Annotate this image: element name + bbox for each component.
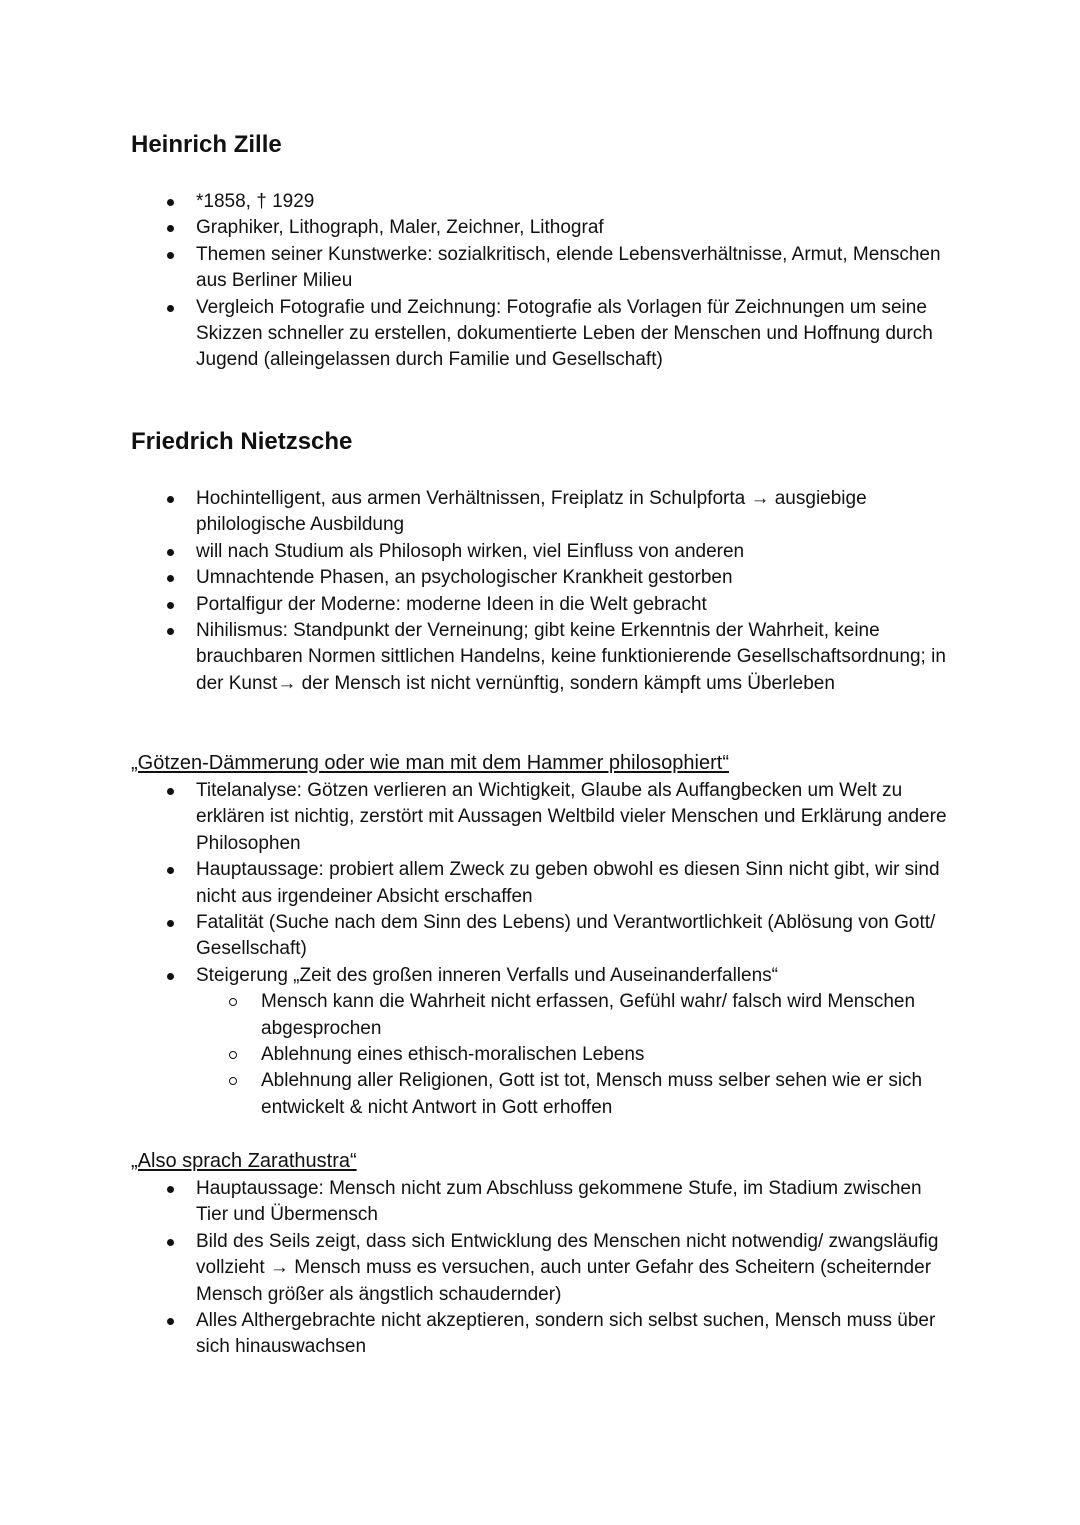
- bullet-icon: [167, 225, 174, 232]
- list-item: Steigerung „Zeit des großen inneren Verfalls und Auseinanderfallens“ Mensch kann die Wahrheit nicht erfassen, Gefühl wahr/ falsch wird Menschen abgesprochen Ablehnung eines ethisch-moralischen Lebens Ablehnung aller Religionen, Gott ist tot, Mensch muss selber sehen wie er sich entwickelt & nicht Antwort in Gott erhoffen: [0, 963, 956, 1121]
- zarathustra-list: [0, 1176, 956, 1361]
- list-item: *1858, † 1929: [0, 189, 956, 215]
- list-item: Portalfigur der Moderne: moderne Ideen in die Welt gebracht: [0, 592, 956, 618]
- list-item: Nihilismus: Standpunkt der Verneinung; gibt keine Erkenntnis der Wahrheit, keine brauchbaren Normen sittlichen Handelns, keine funktionierende Gesellschaftsordnung; in der Kunst→ der Mensch ist nicht vernünftig, sondern kämpft ums Überleben: [0, 618, 956, 697]
- bullet-icon: [167, 575, 174, 582]
- list-item: Hauptaussage: probiert allem Zweck zu geben obwohl es diesen Sinn nicht gibt, wir sind nicht aus irgendeiner Absicht erschaffen: [0, 857, 956, 910]
- bullet-icon: [167, 1186, 174, 1193]
- sub-list-item: Ablehnung eines ethisch-moralischen Lebens: [196, 1042, 951, 1068]
- subheading-goetzen: „Götzen-Dämmerung oder wie man mit dem Hammer philosophiert“: [131, 752, 729, 774]
- list-item: Graphiker, Lithograph, Maler, Zeichner, Lithograf: [0, 215, 956, 241]
- list-item: Hochintelligent, aus armen Verhältnissen, Freiplatz in Schulpforta → ausgiebige philologische Ausbildung: [0, 486, 956, 539]
- bullet-icon: [167, 305, 174, 312]
- bullet-icon: [167, 252, 174, 259]
- list-item: Themen seiner Kunstwerke: sozialkritisch, elende Lebensverhältnisse, Armut, Menschen aus Berliner Milieu: [0, 242, 956, 295]
- subheading-zarathustra: „Also sprach Zarathustra“: [131, 1150, 357, 1172]
- goetzen-list: [0, 778, 956, 1121]
- bullet-icon: [167, 920, 174, 927]
- nietzsche-list: [0, 486, 956, 697]
- sub-list-item: Mensch kann die Wahrheit nicht erfassen, Gefühl wahr/ falsch wird Menschen abgesprochen: [196, 989, 951, 1042]
- bullet-icon: [167, 602, 174, 609]
- bullet-icon: [167, 1239, 174, 1246]
- list-item: Bild des Seils zeigt, dass sich Entwicklung des Menschen nicht notwendig/ zwangsläufig vollzieht → Mensch muss es versuchen, auch unter Gefahr des Scheitern (scheiternder Mensch größer als ängstlich schaudernder): [0, 1229, 956, 1308]
- list-item: Hauptaussage: Mensch nicht zum Abschluss gekommene Stufe, im Stadium zwischen Tier und Übermensch: [0, 1176, 956, 1229]
- goetzen-sublist: [196, 989, 956, 1121]
- bullet-icon: [167, 1318, 174, 1325]
- circle-bullet-icon: [229, 998, 237, 1006]
- bullet-icon: [167, 867, 174, 874]
- list-item: Fatalität (Suche nach dem Sinn des Lebens) und Verantwortlichkeit (Ablösung von Gott/ Gesellschaft): [0, 910, 956, 963]
- list-item: Vergleich Fotografie und Zeichnung: Fotografie als Vorlagen für Zeichnungen um seine Skizzen schneller zu erstellen, dokumentierte Leben der Menschen und Hoffnung durch Jugend (alleingelassen durch Familie und Gesellschaft): [0, 295, 956, 374]
- bullet-icon: [167, 973, 174, 980]
- heading-zille: Heinrich Zille: [131, 131, 282, 158]
- zille-list: [0, 189, 956, 374]
- bullet-icon: [167, 199, 174, 206]
- bullet-icon: [167, 788, 174, 795]
- list-item: Alles Althergebrachte nicht akzeptieren, sondern sich selbst suchen, Mensch muss über sich hinauswachsen: [0, 1308, 956, 1361]
- heading-nietzsche: Friedrich Nietzsche: [131, 428, 353, 455]
- bullet-icon: [167, 549, 174, 556]
- circle-bullet-icon: [229, 1077, 237, 1085]
- sub-list-item: Ablehnung aller Religionen, Gott ist tot, Mensch muss selber sehen wie er sich entwickelt & nicht Antwort in Gott erhoffen: [196, 1068, 951, 1121]
- list-item: will nach Studium als Philosoph wirken, viel Einfluss von anderen: [0, 539, 956, 565]
- list-item: Umnachtende Phasen, an psychologischer Krankheit gestorben: [0, 565, 956, 591]
- bullet-icon: [167, 496, 174, 503]
- bullet-icon: [167, 628, 174, 635]
- list-item: Titelanalyse: Götzen verlieren an Wichtigkeit, Glaube als Auffangbecken um Welt zu erklären ist nichtig, zerstört mit Aussagen Weltbild vieler Menschen und Erklärung andere Philosophen: [0, 778, 956, 857]
- circle-bullet-icon: [229, 1051, 237, 1059]
